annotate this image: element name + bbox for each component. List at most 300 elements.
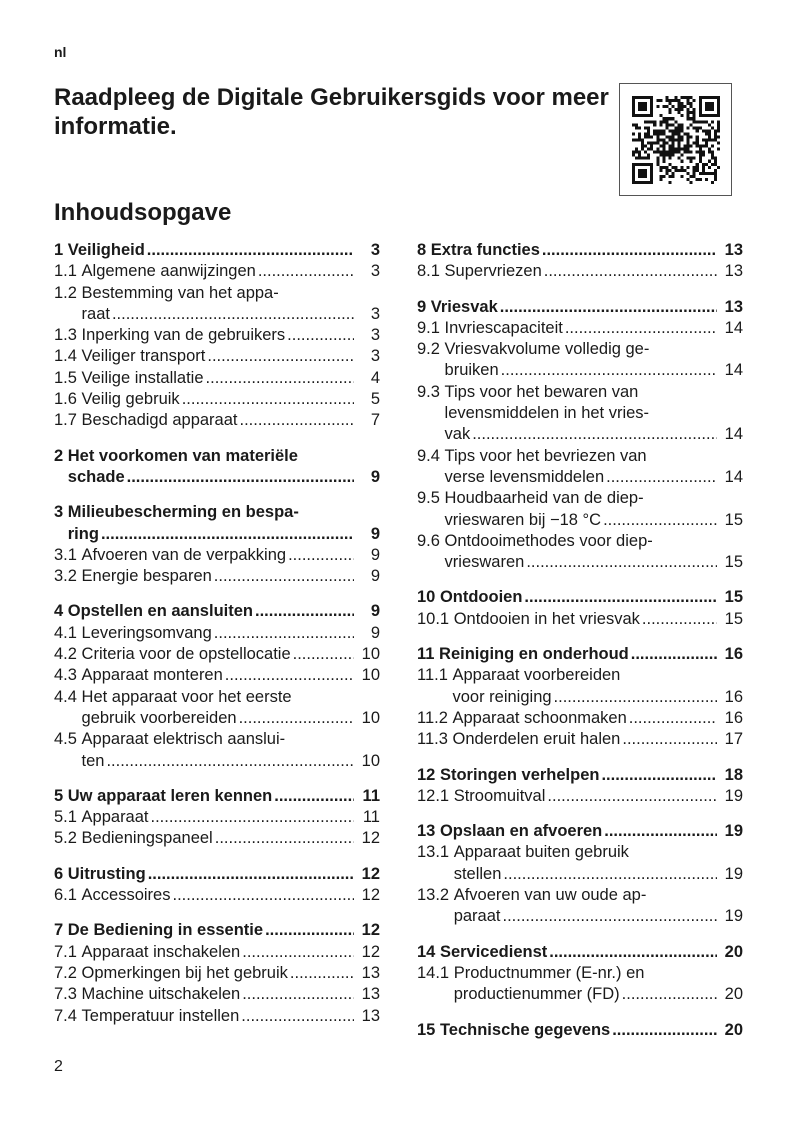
toc-entry-leader-line (82, 566, 380, 587)
toc-entry-leader-line (82, 665, 380, 686)
toc-entry-body (445, 488, 743, 531)
toc-entry-title-line: Tips voor het bevriezen van (444, 446, 647, 465)
dot-leader (106, 751, 354, 772)
toc-page-number: 16 (724, 645, 743, 664)
toc-page-number: 9 (370, 467, 380, 486)
toc-entry-leader-line (82, 623, 380, 644)
toc-entry-title-line: Reiniging en onderhoud (439, 645, 629, 664)
dot-leader (544, 261, 717, 282)
toc-chapter[interactable] (417, 1020, 743, 1041)
toc-entry-title-line: Leveringsomvang (81, 623, 212, 642)
toc-entry-title-line: Productnummer (E-nr.) en (453, 963, 645, 982)
toc-chapter[interactable] (417, 942, 743, 963)
toc-entry-title-line: Houdbaarheid van de diep- (444, 489, 644, 508)
toc-entry-title-line: vrieswaren (444, 553, 525, 572)
toc-chapter[interactable] (417, 644, 743, 665)
toc-page-number: 3 (370, 347, 380, 366)
toc-page-number: 3 (370, 241, 380, 259)
toc-page-number: 20 (724, 942, 743, 961)
toc-entry-number: 14 (417, 942, 440, 961)
toc-page-number: 9 (370, 567, 380, 586)
toc-page-number: 11 (362, 786, 380, 805)
dot-leader (182, 389, 354, 410)
toc-entry-body (440, 765, 743, 786)
toc-entry-title-line: Technische gegevens (439, 1020, 611, 1039)
toc-page-number: 15 (724, 510, 743, 529)
dot-leader (603, 510, 717, 531)
toc-entry-body (445, 382, 743, 446)
toc-section (54, 786, 380, 850)
toc-entry-number: 3 (54, 503, 68, 522)
toc-entry[interactable] (417, 665, 743, 708)
digital-guide-headline: Raadpleeg de Digitale Gebruikersgids voor meer informatie. (54, 84, 609, 140)
toc-entry-leader-line (454, 864, 743, 885)
toc-entry-body (454, 609, 743, 630)
toc-entry-number: 13 (417, 822, 440, 841)
toc-entry[interactable] (417, 261, 743, 282)
toc-entry-title-line: Vriesvak (430, 297, 498, 316)
toc-entry-leader-line (440, 1020, 743, 1041)
toc-section (417, 765, 743, 808)
toc-page-number: 10 (361, 666, 380, 685)
toc-entry-title-line: paraat (453, 907, 501, 926)
toc-entry-body (431, 297, 743, 318)
toc-entry-title-line: vak (444, 425, 471, 444)
toc-entry-body (82, 261, 380, 282)
toc-entry-title-line: Temperatuur instellen (81, 1006, 240, 1025)
toc-page-number: 14 (724, 425, 743, 444)
toc-section (417, 297, 743, 574)
dot-leader (206, 368, 354, 389)
toc-entry-title-line: Opstellen en aansluiten (67, 602, 253, 621)
toc-entry-title-line: Uw apparaat leren kennen (67, 786, 273, 805)
toc-entry-title-line: productienummer (FD) (453, 985, 620, 1004)
toc-entry-leader-line (68, 920, 380, 941)
toc-entry-title-line: Het voorkomen van materiële (67, 446, 298, 465)
toc-entry-number: 4 (54, 602, 68, 621)
toc-entry[interactable] (417, 708, 743, 729)
dot-leader (214, 566, 354, 587)
dot-leader (288, 545, 354, 566)
toc-entry-leader-line (82, 963, 380, 984)
toc-page-number: 15 (724, 609, 743, 628)
dot-leader (265, 920, 354, 941)
toc-chapter[interactable] (417, 765, 743, 786)
toc-entry-body (82, 389, 380, 410)
toc-section (54, 240, 380, 432)
toc-entry-leader-line (440, 942, 743, 963)
toc-chapter[interactable] (54, 786, 380, 807)
toc-entry-title-line: Supervriezen (444, 262, 542, 281)
toc-entry-leader-line (82, 885, 380, 906)
dot-leader (293, 644, 354, 665)
toc-entry-number: 1.1 (54, 262, 82, 281)
toc-page-number: 20 (724, 1020, 743, 1039)
toc-chapter[interactable] (417, 587, 743, 608)
dot-leader (629, 708, 717, 729)
toc-entry-number: 7.1 (54, 942, 82, 961)
toc-entry-title-line: Invriescapaciteit (444, 318, 563, 337)
toc-entry-title-line: Opmerkingen bij het gebruik (81, 963, 288, 982)
dot-leader (524, 587, 717, 608)
toc-entry[interactable] (54, 389, 380, 410)
toc-entry[interactable] (417, 382, 743, 446)
toc-entry-leader-line (82, 346, 380, 367)
toc-page-number: 9 (370, 602, 380, 621)
toc-entry-leader-line (82, 261, 380, 282)
toc-entry-number: 6.1 (54, 886, 82, 905)
dot-leader (472, 424, 717, 445)
toc-entry-leader-line (82, 389, 380, 410)
toc-entry[interactable] (54, 729, 380, 772)
toc-entry-body (445, 261, 743, 282)
toc-chapter[interactable] (417, 240, 743, 261)
toc-entry-body (445, 339, 743, 382)
toc-entry-leader-line (82, 325, 380, 346)
dot-leader (112, 304, 354, 325)
toc-entry[interactable] (417, 786, 743, 807)
toc-chapter[interactable] (54, 446, 380, 489)
toc-entry-title-line: Apparaat schoonmaken (452, 708, 627, 727)
toc-entry-title-line: De Bediening in essentie (67, 921, 264, 940)
toc-chapter[interactable] (54, 502, 380, 545)
toc-entry-number: 7.3 (54, 985, 82, 1004)
toc-entry-leader-line (439, 644, 743, 665)
toc-entry-leader-line (82, 304, 380, 325)
toc-section (417, 1020, 743, 1041)
dot-leader (258, 261, 354, 282)
toc-entry-number: 9.1 (417, 318, 445, 337)
dot-leader (239, 708, 354, 729)
toc-entry[interactable] (54, 984, 380, 1005)
toc-entry-leader-line (82, 410, 380, 431)
dot-leader (642, 609, 717, 630)
dot-leader (549, 942, 717, 963)
toc-page-number: 12 (361, 942, 380, 961)
toc-entry[interactable] (417, 488, 743, 531)
toc-page-number: 12 (361, 864, 380, 883)
toc-entry-body (82, 963, 380, 984)
toc-entry[interactable] (417, 885, 743, 928)
toc-section (54, 601, 380, 771)
toc-entry-leader-line (82, 1006, 380, 1027)
toc-entry[interactable] (54, 410, 380, 431)
toc-page-number: 19 (724, 907, 743, 926)
toc-entry-title-line: Machine uitschakelen (81, 985, 241, 1004)
toc-entry-body (431, 240, 743, 261)
toc-page-number: 13 (361, 963, 380, 982)
toc-page-number: 12 (361, 829, 380, 848)
toc-page-number: 18 (724, 765, 743, 784)
toc-entry-body (445, 446, 743, 489)
toc-entry-number: 3.2 (54, 567, 82, 586)
toc-page-number: 3 (370, 326, 380, 345)
toc-entry-leader-line (431, 240, 743, 261)
dot-leader (172, 885, 354, 906)
toc-entry[interactable] (54, 828, 380, 849)
toc-entry-title-line: verse levensmiddelen (444, 467, 605, 486)
dot-leader (239, 410, 354, 431)
toc-entry-leader-line (82, 644, 380, 665)
toc-entry-body (440, 942, 743, 963)
toc-entry[interactable] (54, 623, 380, 644)
dot-leader (622, 729, 717, 750)
dot-leader (241, 1006, 354, 1027)
toc-page-number: 19 (724, 786, 743, 805)
toc-entry-body (82, 545, 380, 566)
toc-entry-leader-line (454, 984, 743, 1005)
toc-entry-title-line: ten (81, 751, 105, 770)
dot-leader (207, 346, 354, 367)
toc-entry-title-line: Apparaat monteren (81, 666, 223, 685)
toc-entry-title-line: Ontdooimethodes voor diep- (444, 531, 653, 550)
toc-entry-number: 7.4 (54, 1006, 82, 1025)
dot-leader (148, 864, 354, 885)
toc-entry[interactable] (417, 609, 743, 630)
dot-leader (147, 240, 354, 261)
toc-entry-body (68, 502, 380, 545)
dot-leader (503, 906, 718, 927)
toc-entry-number: 9.5 (417, 489, 445, 508)
toc-entry[interactable] (54, 346, 380, 367)
toc-entry-body (82, 942, 380, 963)
toc-entry-title-line: Ontdooien (439, 588, 523, 607)
toc-page-number: 4 (370, 368, 380, 387)
toc-entry-number: 9.6 (417, 531, 445, 550)
toc-entry[interactable] (417, 446, 743, 489)
toc-page-number: 13 (724, 297, 743, 316)
toc-section (54, 920, 380, 1026)
toc-entry[interactable] (417, 531, 743, 574)
toc-entry-leader-line (68, 240, 380, 261)
toc-entry-body (82, 566, 380, 587)
toc-section (417, 240, 743, 283)
toc-page-number: 16 (724, 687, 743, 706)
dot-leader (601, 765, 717, 786)
toc-entry[interactable] (54, 261, 380, 282)
toc-entry-number: 4.1 (54, 623, 82, 642)
dot-leader (287, 325, 354, 346)
toc-entry-body (68, 920, 380, 941)
toc-entry[interactable] (417, 729, 743, 750)
toc-entry-body (82, 665, 380, 686)
page-number: 2 (54, 1058, 63, 1075)
dot-leader (151, 807, 355, 828)
toc-entry-body (82, 644, 380, 665)
toc-entry-title-line: Apparaat voorbereiden (452, 666, 621, 685)
toc-entry-title-line: Bedieningspaneel (81, 829, 213, 848)
toc-entry-title-line: Storingen verhelpen (439, 765, 600, 784)
toc-entry[interactable] (417, 963, 743, 1006)
toc-entry-title-line: Onderdelen eruit halen (452, 730, 621, 749)
toc-chapter[interactable] (54, 601, 380, 622)
toc-entry-number: 9.2 (417, 340, 445, 359)
dot-leader (622, 984, 717, 1005)
dot-leader (501, 360, 717, 381)
toc-entry[interactable] (54, 885, 380, 906)
toc-page-number: 9 (370, 623, 380, 642)
toc-entry-body (440, 1020, 743, 1041)
toc-section (417, 587, 743, 630)
toc-entry[interactable] (54, 687, 380, 730)
toc-page-number: 9 (370, 545, 380, 564)
toc-chapter[interactable] (417, 297, 743, 318)
toc-entry-body (68, 786, 380, 807)
toc-page-number: 14 (724, 467, 743, 486)
toc-entry[interactable] (417, 339, 743, 382)
toc-entry-body (452, 729, 743, 750)
toc-entry-leader-line (82, 708, 380, 729)
toc-entry-title-line: Inperking van de gebruikers (81, 326, 286, 345)
toc-entry-number: 1.3 (54, 326, 82, 345)
toc-entry-title-line: Milieubescherming en bespa- (67, 503, 299, 522)
toc-entry-body (82, 807, 380, 828)
toc-entry-body (82, 828, 380, 849)
toc-entry-body (445, 531, 743, 574)
toc-entry-number: 2 (54, 446, 68, 465)
toc-entry-body (82, 687, 380, 730)
toc-entry-number: 8.1 (417, 262, 445, 281)
toc-entry-body (82, 283, 380, 326)
toc-entry-number: 4.4 (54, 687, 82, 706)
toc-entry[interactable] (54, 644, 380, 665)
toc-entry-title-line: Criteria voor de opstellocatie (81, 645, 291, 664)
toc-entry-body (82, 1006, 380, 1027)
toc-entry-number: 1.6 (54, 390, 82, 409)
dot-leader (604, 821, 717, 842)
toc-entry[interactable] (54, 665, 380, 686)
toc-entry-leader-line (68, 601, 380, 622)
toc-entry-leader-line (68, 864, 380, 885)
toc-entry[interactable] (417, 318, 743, 339)
toc-entry-title-line: Veilige installatie (81, 368, 204, 387)
toc-entry-body (82, 984, 380, 1005)
toc-entry[interactable] (54, 1006, 380, 1027)
toc-page-number: 15 (724, 588, 743, 607)
toc-entry-number: 11.3 (417, 730, 453, 749)
toc-entry-title-line: ring (67, 524, 99, 543)
toc-chapter[interactable] (54, 864, 380, 885)
qr-code[interactable] (619, 83, 732, 196)
toc-section (54, 864, 380, 907)
toc-chapter[interactable] (417, 821, 743, 842)
dot-leader (225, 665, 354, 686)
toc-entry-title-line: levensmiddelen in het vries- (444, 404, 650, 423)
toc-entry[interactable] (54, 942, 380, 963)
toc-entry[interactable] (54, 283, 380, 326)
toc-page-number: 11 (362, 808, 380, 827)
dot-leader (554, 687, 717, 708)
toc-section (54, 446, 380, 489)
toc-entry-body (68, 446, 380, 489)
toc-page-number: 13 (361, 985, 380, 1004)
toc-entry[interactable] (54, 368, 380, 389)
toc-entry-leader-line (82, 942, 380, 963)
toc-entry-leader-line (82, 545, 380, 566)
toc-section (417, 644, 743, 750)
toc-entry-title-line: Apparaat (81, 808, 149, 827)
toc-entry-title-line: vrieswaren bij −18 °C (444, 510, 602, 529)
toc-page-number: 10 (361, 751, 380, 770)
toc-entry-leader-line (82, 828, 380, 849)
toc-entry-title-line: Vriesvakvolume volledig ge- (444, 340, 650, 359)
toc-entry-number: 4.5 (54, 730, 82, 749)
toc-entry-body (440, 821, 743, 842)
toc-chapter[interactable] (54, 920, 380, 941)
dot-leader (631, 644, 717, 665)
toc-entry-body (82, 410, 380, 431)
toc-entry-leader-line (452, 687, 743, 708)
toc-page-number: 10 (361, 708, 380, 727)
toc-entry[interactable] (54, 325, 380, 346)
toc-entry[interactable] (54, 566, 380, 587)
toc-entry-leader-line (68, 786, 380, 807)
toc-entry-body (82, 729, 380, 772)
toc-entry-leader-line (452, 729, 743, 750)
toc-page-number: 14 (724, 361, 743, 380)
toc-title: Inhoudsopgave (54, 199, 232, 226)
toc-entry-title-line: Servicedienst (439, 942, 548, 961)
toc-section (417, 942, 743, 1006)
toc-entry-title-line: schade (67, 467, 125, 486)
toc-entry[interactable] (417, 842, 743, 885)
toc-entry-leader-line (82, 984, 380, 1005)
dot-leader (255, 601, 354, 622)
toc-entry-leader-line (68, 524, 380, 545)
toc-entry[interactable] (54, 807, 380, 828)
toc-page-number: 16 (724, 708, 743, 727)
toc-entry-leader-line (445, 467, 743, 488)
language-code: nl (54, 44, 67, 60)
toc-entry[interactable] (54, 545, 380, 566)
toc-entry-title-line: Tips voor het bewaren van (444, 382, 639, 401)
toc-entry-number: 4.3 (54, 666, 82, 685)
toc-entry-body (82, 885, 380, 906)
toc-entry-title-line: Apparaat elektrisch aanslui- (81, 730, 286, 749)
dot-leader (242, 984, 354, 1005)
toc-entry-body (82, 368, 380, 389)
toc-entry-number: 1 (54, 241, 68, 259)
toc-entry-body (454, 842, 743, 885)
qr-code-icon (632, 96, 720, 184)
toc-entry-title-line: Stroomuitval (453, 786, 546, 805)
toc-entry[interactable] (54, 963, 380, 984)
toc-entry-leader-line (445, 552, 743, 573)
toc-chapter[interactable] (54, 240, 380, 261)
toc-entry-body (454, 786, 743, 807)
toc-entry-body (68, 240, 380, 261)
toc-entry-number: 11.2 (417, 708, 453, 727)
toc-entry-title-line: Beschadigd apparaat (81, 411, 238, 430)
toc-entry-number: 7 (54, 921, 68, 940)
toc-entry-leader-line (431, 297, 743, 318)
toc-entry-title-line: Uitrusting (67, 864, 146, 883)
toc-entry-leader-line (454, 609, 743, 630)
toc-entry-title-line: Opslaan en afvoeren (439, 822, 603, 841)
toc-entry-number: 5.1 (54, 808, 82, 827)
toc-entry-leader-line (82, 751, 380, 772)
toc-entry-number: 4.2 (54, 645, 82, 664)
toc-entry-leader-line (440, 587, 743, 608)
toc-page-number: 12 (361, 886, 380, 905)
toc-page-number: 17 (724, 730, 743, 749)
toc-entry-leader-line (445, 261, 743, 282)
toc-entry-title-line: gebruik voorbereiden (81, 708, 237, 727)
toc-page-number: 20 (724, 985, 743, 1004)
toc-entry-leader-line (445, 360, 743, 381)
toc-entry-number: 8 (417, 241, 431, 259)
toc-page-number: 12 (361, 921, 380, 940)
